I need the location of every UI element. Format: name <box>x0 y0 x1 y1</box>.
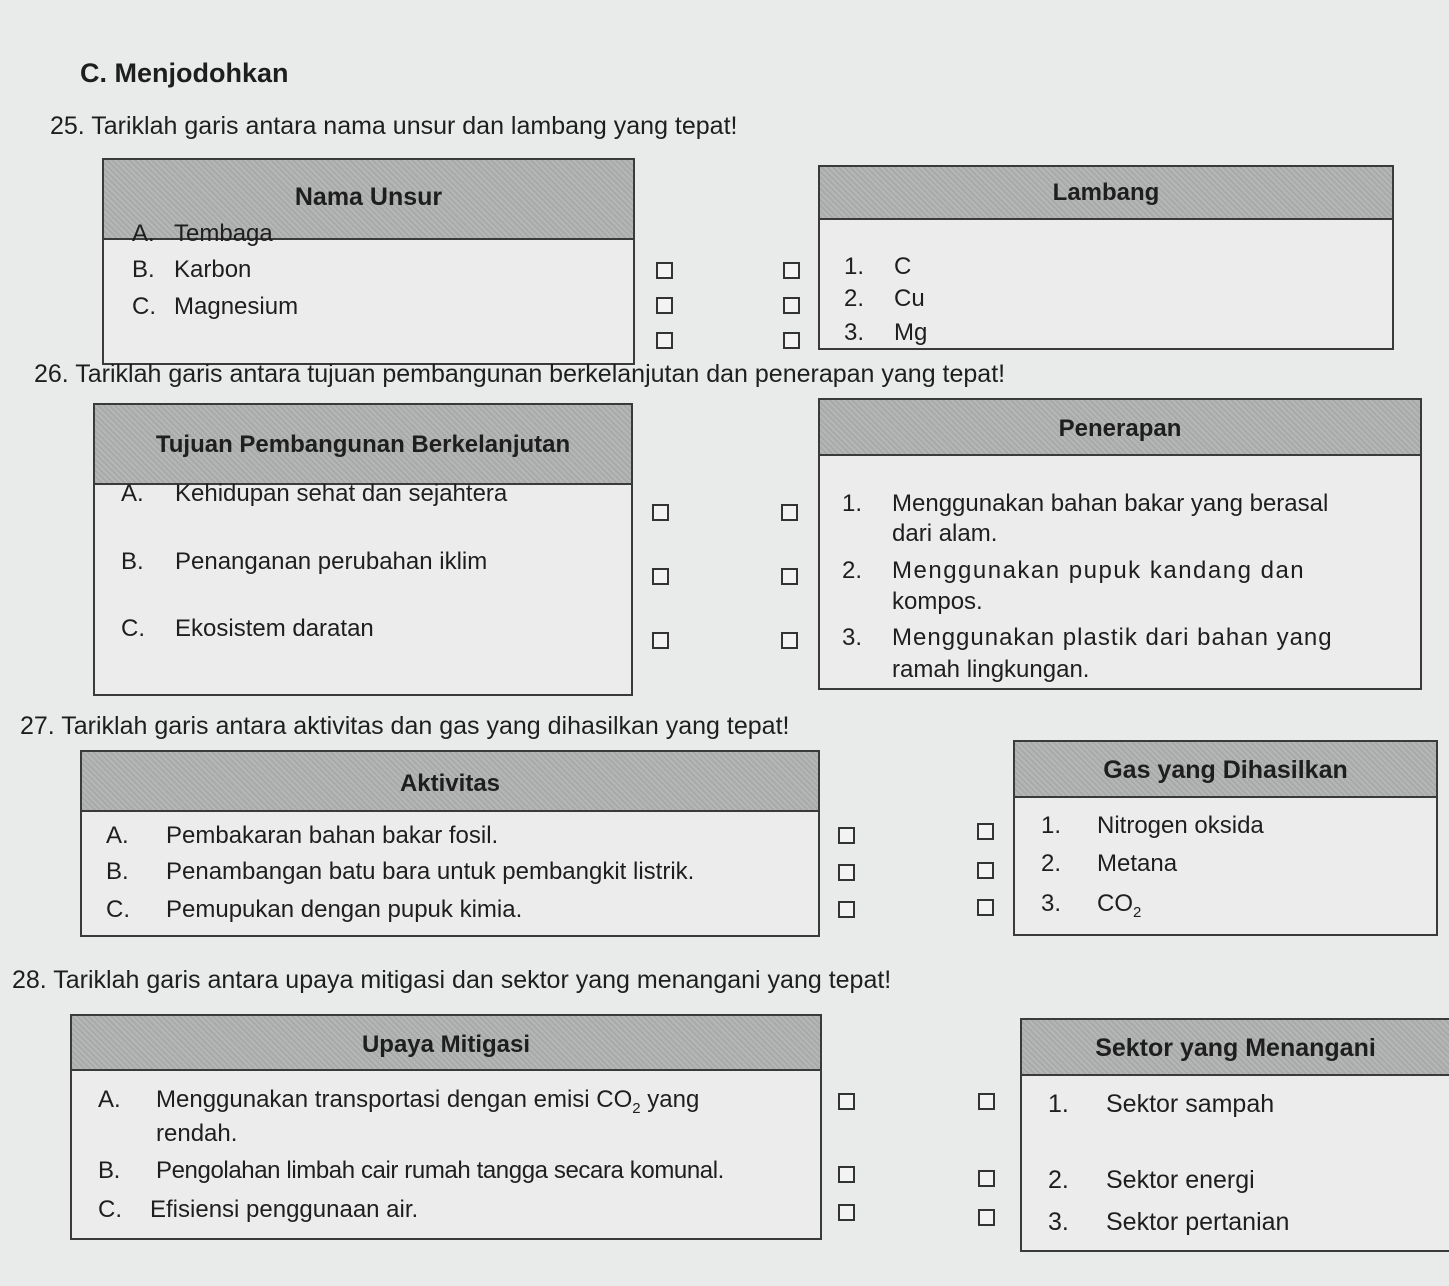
q28-left-box-a[interactable] <box>838 1093 855 1110</box>
q27-left-table <box>80 750 820 937</box>
q26-right-item-3-cont: ramah lingkungan. <box>892 656 1090 683</box>
q26-right-table <box>818 398 1422 690</box>
q28-left-item-b: B. Pengolahan limbah cair rumah tangga secara komunal. <box>98 1157 724 1184</box>
q25-right-box-3[interactable] <box>783 332 800 349</box>
q28-left-box-b[interactable] <box>838 1166 855 1183</box>
q28-left-item-c: C. Efisiensi penggunaan air. <box>98 1196 419 1223</box>
q27-right-item-1: 1. Nitrogen oksida <box>1041 812 1264 839</box>
q26-left-box-b[interactable] <box>652 568 669 585</box>
q26-right-box-2[interactable] <box>781 568 798 585</box>
q27-right-box-1[interactable] <box>977 823 994 840</box>
q25-right-header: Lambang <box>820 167 1392 220</box>
q27-left-box-a[interactable] <box>838 827 855 844</box>
question-28: 28. Tariklah garis antara upaya mitigasi dan sektor yang menangani yang tepat! <box>12 966 892 994</box>
q26-right-item-1-cont: dari alam. <box>892 520 998 547</box>
q26-left-item-a: A. Kehidupan sehat dan sejahtera <box>121 480 508 507</box>
q25-left-item-c: C. Magnesium <box>132 293 299 320</box>
q25-left-box-b[interactable] <box>656 297 673 314</box>
q27-left-item-a: A. Pembakaran bahan bakar fosil. <box>106 822 499 849</box>
q25-left-box-c[interactable] <box>656 332 673 349</box>
q26-right-item-3: 3. Menggunakan plastik dari bahan yang <box>842 624 1333 651</box>
q25-right-item-2: 2. Cu <box>844 285 925 312</box>
question-27: 27. Tariklah garis antara aktivitas dan gas yang dihasilkan yang tepat! <box>20 712 790 740</box>
q25-right-item-1: 1. C <box>844 253 912 280</box>
question-26: 26. Tariklah garis antara tujuan pembangunan berkelanjutan dan penerapan yang tepat! <box>34 360 1006 388</box>
q26-right-item-2: 2. Menggunakan pupuk kandang dan <box>842 557 1306 584</box>
q27-right-item-3: 3. $CO_2$ <box>1041 890 1142 921</box>
q27-right-table <box>1013 740 1438 936</box>
q28-right-header: Sektor yang Menangani <box>1022 1020 1449 1076</box>
q27-right-header: Gas yang Dihasilkan <box>1015 742 1436 798</box>
q28-left-item-a-cont: rendah. <box>156 1120 238 1147</box>
q27-left-box-b[interactable] <box>838 864 855 881</box>
q25-left-header: Nama Unsur <box>104 160 633 240</box>
q28-right-table <box>1020 1018 1449 1252</box>
q26-left-box-c[interactable] <box>652 632 669 649</box>
q26-right-box-3[interactable] <box>781 632 798 649</box>
section-title: C. Menjodohkan <box>80 58 289 88</box>
q26-left-item-b: B. Penanganan perubahan iklim <box>121 548 488 575</box>
q28-right-box-1[interactable] <box>978 1093 995 1110</box>
q25-left-box-a[interactable] <box>656 262 673 279</box>
q25-left-item-b: B. Karbon <box>132 256 252 283</box>
q26-left-header: Tujuan Pembangunan Berkelanjutan <box>95 405 631 485</box>
q27-left-box-c[interactable] <box>838 901 855 918</box>
q28-left-header: Upaya Mitigasi <box>72 1016 820 1071</box>
q28-right-item-2: 2. Sektor energi <box>1048 1166 1255 1194</box>
q25-right-item-3: 3. Mg <box>844 319 928 346</box>
q28-left-item-a: A. Menggunakan transportasi dengan emisi $CO_2$ yang <box>98 1086 700 1117</box>
q28-right-item-1: 1. Sektor sampah <box>1048 1090 1275 1118</box>
q28-left-box-c[interactable] <box>838 1204 855 1221</box>
q25-right-table <box>818 165 1394 350</box>
q25-left-item-a: A. Tembaga <box>132 220 273 247</box>
q27-left-header: Aktivitas <box>82 752 818 812</box>
q26-right-item-1: 1. Menggunakan bahan bakar yang berasal <box>842 490 1329 517</box>
q26-right-header: Penerapan <box>820 400 1420 456</box>
q25-right-box-1[interactable] <box>783 262 800 279</box>
q28-left-table <box>70 1014 822 1240</box>
q27-left-item-b: B. Penambangan batu bara untuk pembangkit listrik. <box>106 858 695 885</box>
q27-right-item-2: 2. Metana <box>1041 850 1178 877</box>
q26-left-table <box>93 403 633 696</box>
q27-left-item-c: C. Pemupukan dengan pupuk kimia. <box>106 896 523 923</box>
question-25: 25. Tariklah garis antara nama unsur dan lambang yang tepat! <box>50 112 738 140</box>
q27-right-box-2[interactable] <box>977 862 994 879</box>
q25-right-box-2[interactable] <box>783 297 800 314</box>
q28-right-box-3[interactable] <box>978 1209 995 1226</box>
q28-right-item-3: 3. Sektor pertanian <box>1048 1208 1290 1236</box>
q26-right-box-1[interactable] <box>781 504 798 521</box>
q26-right-item-2-cont: kompos. <box>892 588 983 615</box>
q27-right-box-3[interactable] <box>977 899 994 916</box>
q25-left-table <box>102 158 635 365</box>
q26-left-item-c: C. Ekosistem daratan <box>121 615 374 642</box>
q26-left-box-a[interactable] <box>652 504 669 521</box>
q28-right-box-2[interactable] <box>978 1170 995 1187</box>
